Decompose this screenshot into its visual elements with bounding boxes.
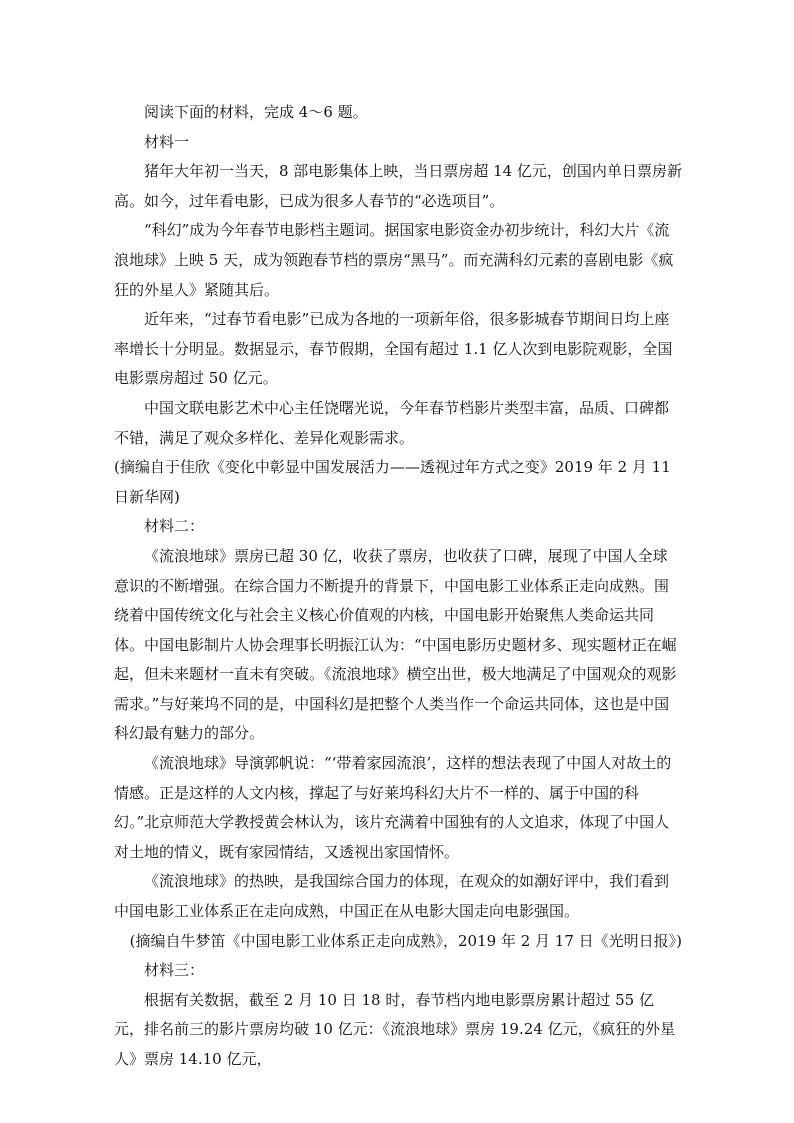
- material-two-paragraph-3: 《流浪地球》的热映，是我国综合国力的体现，在观众的如潮好评中，我们看到中国电影工业体系正在走向成熟，中国正在从电影大国走向电影强国。: [114, 872, 670, 921]
- material-one-paragraph-4: 中国文联电影艺术中心主任饶曙光说，今年春节档影片类型丰富，品质、口碑都不错，满足了观众多样化、差异化观影需求。: [114, 398, 670, 447]
- intro-instruction: 阅读下面的材料，完成 4～6 题。: [144, 103, 368, 121]
- material-one-heading: 材料一: [144, 132, 190, 151]
- reading-material: [114, 98, 682, 1075]
- material-two-paragraph-1: 《流浪地球》票房已超 30 亿，收获了票房，也收获了口碑，展现了中国人全球意识的不断增强。在综合国力不断提升的背景下，中国电影工业体系正走向成熟。围绕着中国传统文化与社会主义核心价值观的内核，中国电影开始聚焦人类命运共同体。中国电影制片人协会理事长明振江认为：“中国电影历史题材多、现实题材正在崛起，但未来题材一直未有突破。《流浪地球》横空出世，极大地满足了中国观众的观影需求。”与好莱坞不同的是，中国科幻是把整个人类当作一个命运共同体，这也是中国科幻最有魅力的部分。: [114, 546, 677, 743]
- material-three-heading: 材料三：: [144, 961, 205, 980]
- material-two-source: (摘编自牛梦笛《中国电影工业体系正走向成熟》，2019 年 2 月 17 日《光明日报》): [129, 931, 682, 950]
- material-two-heading: 材料二：: [144, 517, 205, 536]
- material-one-paragraph-2: “科幻”成为今年春节电影档主题词。据国家电影资金办初步统计，科幻大片《流浪地球》上映 5 天，成为领跑春节档的票房“黑马”。而充满科幻元素的喜剧电影《疯狂的外星人》紧随其后。: [114, 221, 674, 299]
- material-one-paragraph-1: 猪年大年初一当天，8 部电影集体上映，当日票房超 14 亿元，创国内单日票房新高。如今，过年看电影，已成为很多人春节的“必选项目”。: [114, 162, 682, 210]
- material-one-source: (摘编自于佳欣《变化中彰显中国发展活力——透视过年方式之变》2019 年 2 月 11 日新华网): [114, 458, 671, 506]
- material-three-paragraph-1: 根据有关数据，截至 2 月 10 日 18 时，春节档内地电影票房累计超过 55 亿元，排名前三的影片票房均破 10 亿元：《流浪地球》票房 19.24 亿元，《疯狂的外星人》票房 14.10 亿元，: [114, 990, 676, 1068]
- material-two-paragraph-2: 《流浪地球》导演郭帆说：“‘带着家园流浪’，这样的想法表现了中国人对故土的情感。正是这样的人文内核，撑起了与好莱坞科幻大片不一样的、属于中国的科幻。”北京师范大学教授黄会林认为，该片充满着中国独有的人文追求，体现了中国人对土地的情义，既有家园情结，又透视出家国情怀。: [114, 754, 672, 861]
- material-one-paragraph-3: 近年来，“过春节看电影”已成为各地的一项新年俗，很多影城春节期间日均上座率增长十分明显。数据显示，春节假期，全国有超过 1.1 亿人次到电影院观影，全国电影票房超过 50 亿元。: [114, 310, 673, 388]
